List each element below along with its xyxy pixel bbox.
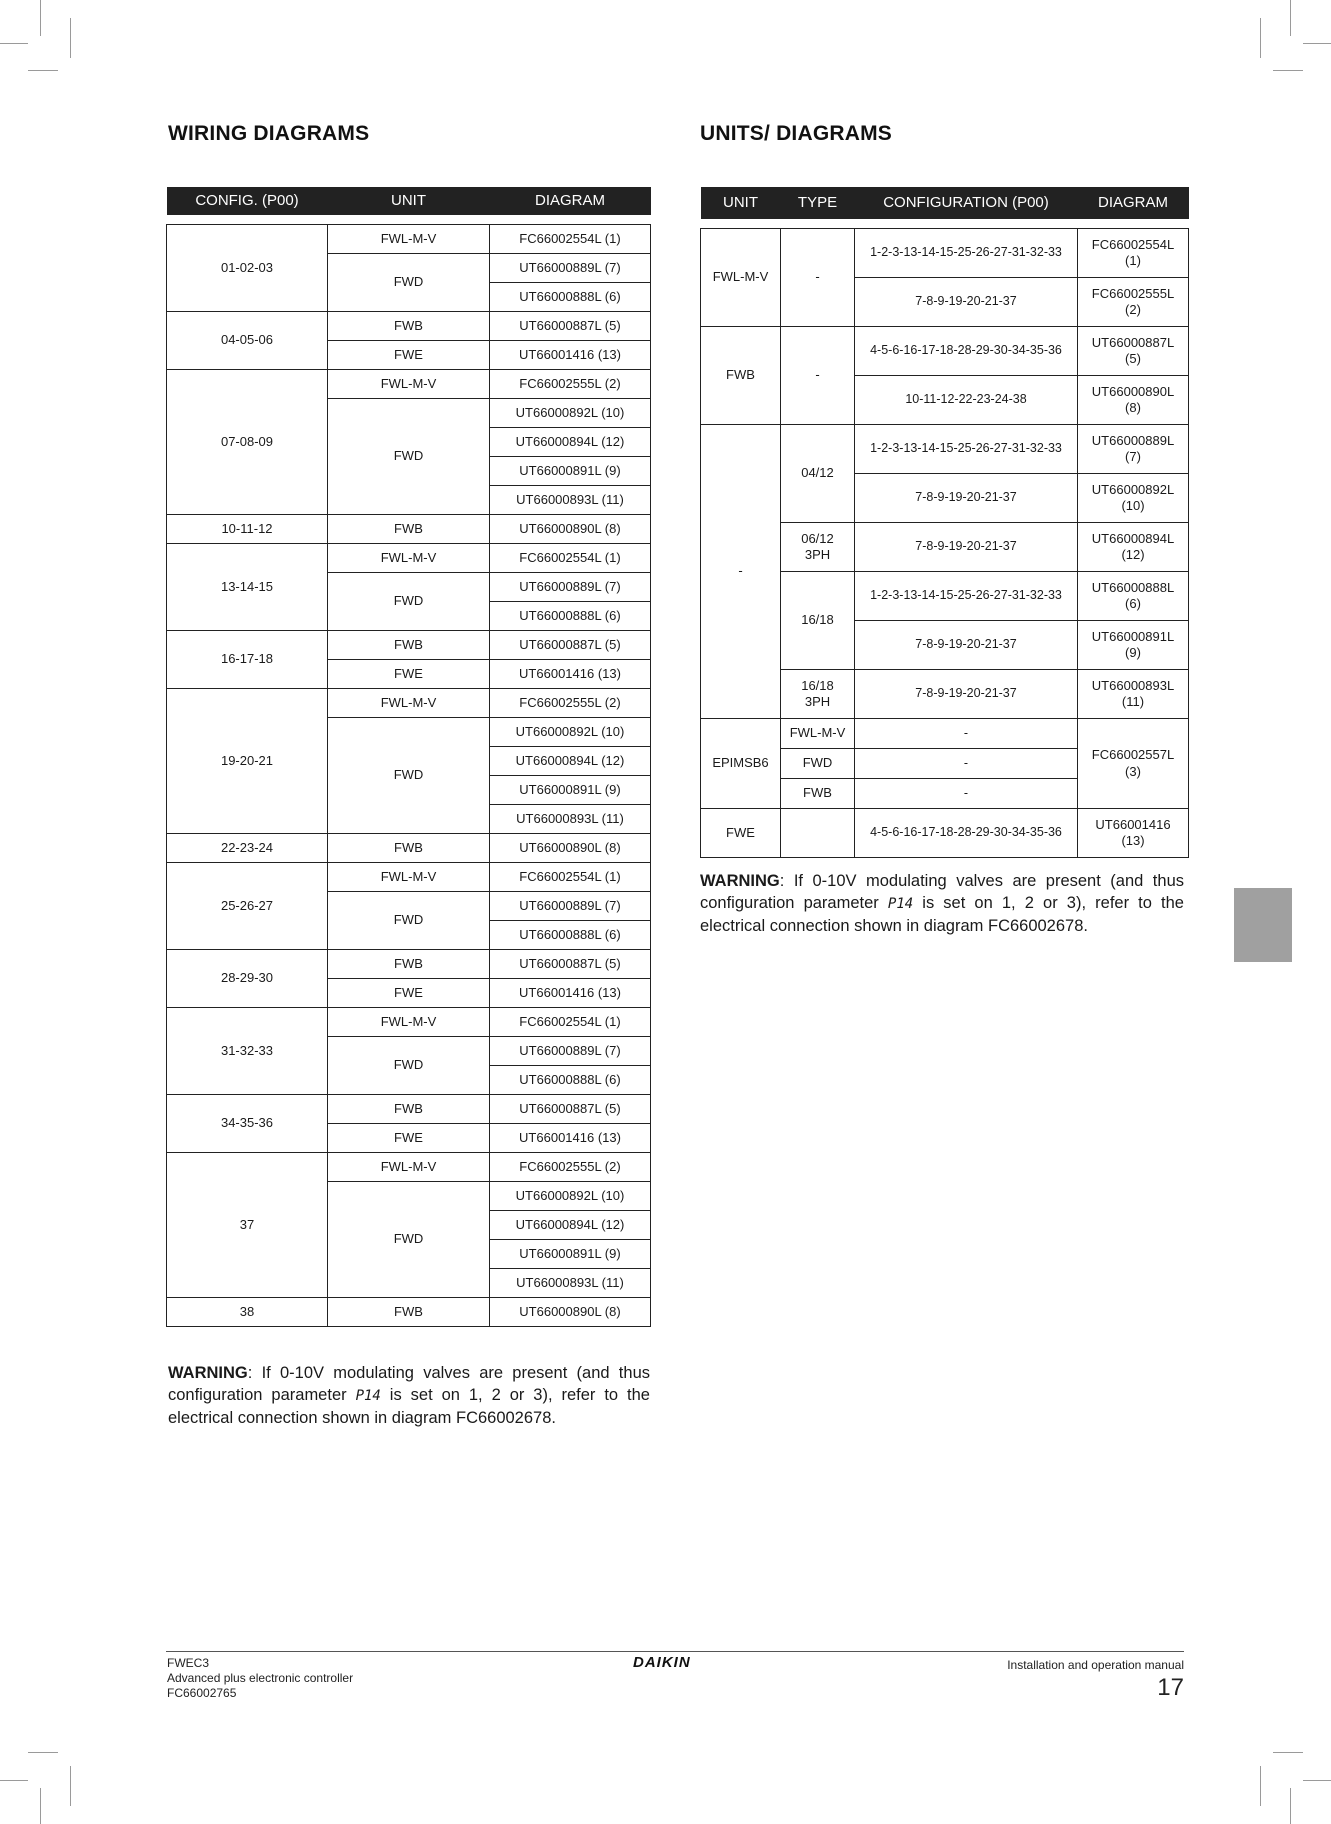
diagram-cell: FC66002555L (2)	[490, 689, 651, 718]
footer-document-code: FC66002765	[167, 1686, 237, 1700]
unit-cell: -	[701, 425, 781, 719]
diagram-cell	[1078, 278, 1189, 327]
diagram-cell	[1078, 670, 1189, 719]
type-text: 16/18	[801, 677, 834, 693]
diagram-cell: UT66000891L (9)	[490, 1240, 651, 1269]
unit-cell: FWE	[328, 1124, 490, 1153]
configuration-cell: 7-8-9-19-20-21-37	[855, 670, 1078, 719]
unit-cell: FWD	[328, 399, 490, 515]
diagram-cell: FC66002554L (1)	[490, 1008, 651, 1037]
warning-param: P14	[355, 1388, 381, 1404]
diagram-cell	[1078, 327, 1189, 376]
config-cell: 01-02-03	[167, 225, 328, 312]
page-number: 17	[1157, 1674, 1184, 1701]
diagram-cell: UT66000887L (5)	[490, 950, 651, 979]
footer-rule	[166, 1651, 1184, 1652]
footer-manual-title: Installation and operation manual	[1007, 1658, 1184, 1672]
crop-mark	[40, 0, 41, 36]
diagram-code: UT66000893L	[1091, 677, 1175, 693]
table-row	[167, 225, 651, 254]
diagram-code: FC66002554L	[1091, 236, 1175, 252]
column-header: UNIT	[701, 187, 781, 219]
diagram-code: UT66000889L	[1091, 432, 1175, 448]
crop-mark	[1303, 1780, 1331, 1781]
diagram-cell	[1078, 572, 1189, 621]
column-header: TYPE	[781, 187, 855, 219]
config-cell: 07-08-09	[167, 370, 328, 515]
column-header: CONFIGURATION (P00)	[855, 187, 1078, 219]
diagram-cell	[1078, 809, 1189, 858]
table-row	[167, 863, 651, 892]
warning-text: is set on 1, 2 or 3), refer to the electrical connection shown in diagram FC66002678.	[168, 1386, 650, 1427]
crop-mark	[70, 1766, 71, 1806]
diagram-cell: UT66000887L (5)	[490, 312, 651, 341]
type-phase: 3PH	[804, 694, 831, 709]
wiring-diagrams-table	[166, 187, 651, 1327]
table-header-row	[701, 187, 1189, 219]
diagram-cell	[1078, 229, 1189, 278]
config-cell: 37	[167, 1153, 328, 1298]
header-gap	[167, 215, 651, 225]
table-row	[701, 327, 1189, 376]
unit-cell: FWD	[328, 1037, 490, 1095]
diagram-cell: UT66001416 (13)	[490, 660, 651, 689]
diagram-cell: UT66000891L (9)	[490, 776, 651, 805]
diagram-cell	[1078, 376, 1189, 425]
column-header: CONFIG. (P00)	[167, 187, 328, 215]
diagram-number: (13)	[1121, 833, 1145, 848]
diagram-cell: FC66002555L (2)	[490, 370, 651, 399]
diagram-cell: UT66000894L (12)	[490, 747, 651, 776]
diagram-number: (12)	[1121, 547, 1145, 562]
type-cell	[781, 809, 855, 858]
diagram-number: (2)	[1125, 302, 1141, 317]
diagram-cell: UT66000890L (8)	[490, 1298, 651, 1327]
type-text: 04/12	[801, 465, 834, 481]
warning-label: WARNING	[700, 872, 780, 890]
diagram-cell: UT66000893L (11)	[490, 486, 651, 515]
crop-mark	[1260, 18, 1261, 58]
diagram-cell: UT66000888L (6)	[490, 1066, 651, 1095]
unit-cell: FWL-M-V	[328, 544, 490, 573]
configuration-cell: -	[855, 749, 1078, 779]
diagram-cell: UT66001416 (13)	[490, 1124, 651, 1153]
type-phase: 3PH	[804, 547, 831, 562]
diagram-cell: FC66002555L (2)	[490, 1153, 651, 1182]
diagram-code: UT66000894L	[1091, 530, 1175, 546]
configuration-cell: 10-11-12-22-23-24-38	[855, 376, 1078, 425]
unit-cell: FWL-M-V	[328, 1153, 490, 1182]
unit-cell: FWB	[328, 312, 490, 341]
configuration-cell: 1-2-3-13-14-15-25-26-27-31-32-33	[855, 572, 1078, 621]
table-row	[701, 229, 1189, 278]
unit-cell: FWB	[328, 1095, 490, 1124]
diagram-cell	[1078, 621, 1189, 670]
header-gap	[701, 219, 1189, 229]
warning-text: : If 0-10V modulating valves are present (and thus configuration parameter	[700, 872, 1184, 912]
warning-label: WARNING	[168, 1364, 248, 1382]
type-text: FWD	[802, 755, 833, 771]
side-tab-marker	[1234, 888, 1292, 962]
table-row	[167, 1153, 651, 1182]
diagram-code: UT66000890L	[1091, 383, 1175, 399]
config-cell: 25-26-27	[167, 863, 328, 950]
diagram-cell: FC66002554L (1)	[490, 544, 651, 573]
type-text: 06/12	[801, 530, 834, 546]
type-cell	[781, 229, 855, 327]
table-row	[167, 544, 651, 573]
footer-product-info	[167, 1656, 353, 1701]
column-header: DIAGRAM	[1078, 187, 1189, 219]
crop-mark	[1303, 43, 1331, 44]
type-cell	[781, 719, 855, 749]
type-cell	[781, 327, 855, 425]
footer-model: FWEC3	[167, 1656, 209, 1670]
table-row	[701, 425, 1189, 474]
unit-cell: FWL-M-V	[328, 863, 490, 892]
footer-product-name: Advanced plus electronic controller	[167, 1671, 354, 1685]
crop-mark	[1273, 70, 1303, 71]
crop-mark	[1260, 1766, 1261, 1806]
diagram-number: (6)	[1125, 596, 1141, 611]
table-row	[167, 834, 651, 863]
column-header: UNIT	[328, 187, 490, 215]
configuration-cell: 4-5-6-16-17-18-28-29-30-34-35-36	[855, 809, 1078, 858]
diagram-cell	[1078, 474, 1189, 523]
diagram-cell	[1078, 719, 1189, 809]
type-cell	[781, 425, 855, 523]
warning-text: : If 0-10V modulating valves are present (and thus configuration parameter	[168, 1364, 650, 1404]
unit-cell: FWL-M-V	[328, 225, 490, 254]
type-cell	[781, 572, 855, 670]
unit-cell: FWB	[328, 950, 490, 979]
diagram-cell: UT66000888L (6)	[490, 602, 651, 631]
diagram-cell: UT66000894L (12)	[490, 1211, 651, 1240]
diagram-cell: UT66000889L (7)	[490, 254, 651, 283]
diagram-cell: UT66000892L (10)	[490, 1182, 651, 1211]
unit-cell: FWB	[328, 1298, 490, 1327]
table-row	[701, 719, 1189, 749]
diagram-number: (1)	[1125, 253, 1141, 268]
spacer	[167, 215, 651, 225]
diagram-cell: UT66000892L (10)	[490, 718, 651, 747]
diagram-cell: UT66000889L (7)	[490, 573, 651, 602]
crop-mark	[0, 1780, 28, 1781]
unit-cell: FWE	[328, 979, 490, 1008]
diagram-cell: UT66000890L (8)	[490, 515, 651, 544]
configuration-cell: 7-8-9-19-20-21-37	[855, 523, 1078, 572]
type-text: FWB	[803, 785, 832, 801]
diagram-code: FC66002555L	[1091, 285, 1175, 301]
table-row	[167, 1298, 651, 1327]
table-row	[167, 950, 651, 979]
diagram-cell	[1078, 425, 1189, 474]
diagram-cell: UT66000888L (6)	[490, 921, 651, 950]
column-header: DIAGRAM	[490, 187, 651, 215]
table-row	[167, 370, 651, 399]
warning-note-right	[700, 870, 1184, 937]
diagram-cell: UT66000891L (9)	[490, 457, 651, 486]
crop-mark	[0, 43, 28, 44]
diagram-number: (9)	[1125, 645, 1141, 660]
unit-cell: FWD	[328, 254, 490, 312]
table-header-row	[167, 187, 651, 215]
diagram-cell: UT66000889L (7)	[490, 892, 651, 921]
diagram-number: (5)	[1125, 351, 1141, 366]
type-cell	[781, 749, 855, 779]
table-row	[167, 689, 651, 718]
config-cell: 04-05-06	[167, 312, 328, 370]
diagram-cell: FC66002554L (1)	[490, 863, 651, 892]
diagram-code: FC66002557L	[1091, 747, 1175, 763]
unit-cell: FWB	[328, 515, 490, 544]
table-row	[167, 631, 651, 660]
diagram-code: UT66000891L	[1091, 628, 1175, 644]
unit-cell: FWL-M-V	[701, 229, 781, 327]
diagram-cell: UT66001416 (13)	[490, 341, 651, 370]
warning-param: P14	[887, 896, 914, 912]
configuration-cell: -	[855, 719, 1078, 749]
diagram-cell: UT66000887L (5)	[490, 631, 651, 660]
diagram-cell: UT66000892L (10)	[490, 399, 651, 428]
unit-cell: FWE	[328, 341, 490, 370]
diagram-cell: UT66000893L (11)	[490, 1269, 651, 1298]
crop-mark	[1290, 1788, 1291, 1824]
unit-cell: FWE	[701, 809, 781, 858]
diagram-number: (7)	[1125, 449, 1141, 464]
diagram-code: UT66000887L	[1091, 334, 1175, 350]
configuration-cell: 7-8-9-19-20-21-37	[855, 621, 1078, 670]
unit-cell: FWB	[701, 327, 781, 425]
diagram-cell: UT66000889L (7)	[490, 1037, 651, 1066]
config-cell: 13-14-15	[167, 544, 328, 631]
table-row	[167, 1008, 651, 1037]
crop-mark	[1273, 1752, 1303, 1753]
unit-cell: FWL-M-V	[328, 1008, 490, 1037]
daikin-logo: DAIKIN	[633, 1654, 691, 1671]
config-cell: 10-11-12	[167, 515, 328, 544]
unit-cell: FWD	[328, 573, 490, 631]
crop-mark	[28, 1752, 58, 1753]
diagram-number: (3)	[1125, 763, 1141, 779]
diagram-cell: FC66002554L (1)	[490, 225, 651, 254]
diagram-cell	[1078, 523, 1189, 572]
unit-cell: FWL-M-V	[328, 689, 490, 718]
configuration-cell: 1-2-3-13-14-15-25-26-27-31-32-33	[855, 229, 1078, 278]
crop-mark	[70, 18, 71, 58]
diagram-cell: UT66000888L (6)	[490, 283, 651, 312]
diagram-cell: UT66000890L (8)	[490, 834, 651, 863]
unit-cell: FWB	[328, 834, 490, 863]
config-cell: 19-20-21	[167, 689, 328, 834]
diagram-code: UT66001416	[1095, 816, 1171, 832]
type-text: -	[815, 269, 820, 285]
spacer	[701, 219, 1189, 229]
warning-note-left	[168, 1362, 650, 1429]
diagram-number: (10)	[1121, 498, 1145, 513]
unit-cell: FWE	[328, 660, 490, 689]
section-title-units: UNITS/ DIAGRAMS	[700, 122, 892, 145]
table-row	[167, 515, 651, 544]
config-cell: 34-35-36	[167, 1095, 328, 1153]
config-cell: 38	[167, 1298, 328, 1327]
diagram-code: UT66000888L	[1091, 579, 1175, 595]
table-row	[167, 312, 651, 341]
unit-cell: FWD	[328, 1182, 490, 1298]
configuration-cell: -	[855, 779, 1078, 809]
type-text: 16/18	[801, 612, 834, 628]
type-cell	[781, 523, 855, 572]
configuration-cell: 7-8-9-19-20-21-37	[855, 474, 1078, 523]
diagram-number: (11)	[1121, 694, 1145, 709]
diagram-number: (8)	[1125, 400, 1141, 415]
type-cell	[781, 670, 855, 719]
table-row	[167, 1095, 651, 1124]
diagram-cell: UT66000887L (5)	[490, 1095, 651, 1124]
type-text: FWL-M-V	[789, 725, 846, 741]
section-title-wiring: WIRING DIAGRAMS	[168, 122, 370, 145]
config-cell: 28-29-30	[167, 950, 328, 1008]
diagram-cell: UT66001416 (13)	[490, 979, 651, 1008]
diagram-code: UT66000892L	[1091, 481, 1175, 497]
unit-cell: FWB	[328, 631, 490, 660]
type-text: -	[815, 367, 820, 383]
config-cell: 31-32-33	[167, 1008, 328, 1095]
unit-cell: FWL-M-V	[328, 370, 490, 399]
configuration-cell: 7-8-9-19-20-21-37	[855, 278, 1078, 327]
crop-mark	[40, 1788, 41, 1824]
units-diagrams-table	[700, 187, 1189, 858]
diagram-cell: UT66000893L (11)	[490, 805, 651, 834]
table-row	[701, 809, 1189, 858]
unit-cell: FWD	[328, 718, 490, 834]
crop-mark	[1290, 0, 1291, 36]
diagram-cell: UT66000894L (12)	[490, 428, 651, 457]
unit-cell: FWD	[328, 892, 490, 950]
warning-text: is set on 1, 2 or 3), refer to the electrical connection shown in diagram FC66002678.	[700, 894, 1184, 935]
unit-cell: EPIMSB6	[701, 719, 781, 809]
type-cell	[781, 779, 855, 809]
configuration-cell: 1-2-3-13-14-15-25-26-27-31-32-33	[855, 425, 1078, 474]
config-cell: 16-17-18	[167, 631, 328, 689]
crop-mark	[28, 70, 58, 71]
configuration-cell: 4-5-6-16-17-18-28-29-30-34-35-36	[855, 327, 1078, 376]
config-cell: 22-23-24	[167, 834, 328, 863]
